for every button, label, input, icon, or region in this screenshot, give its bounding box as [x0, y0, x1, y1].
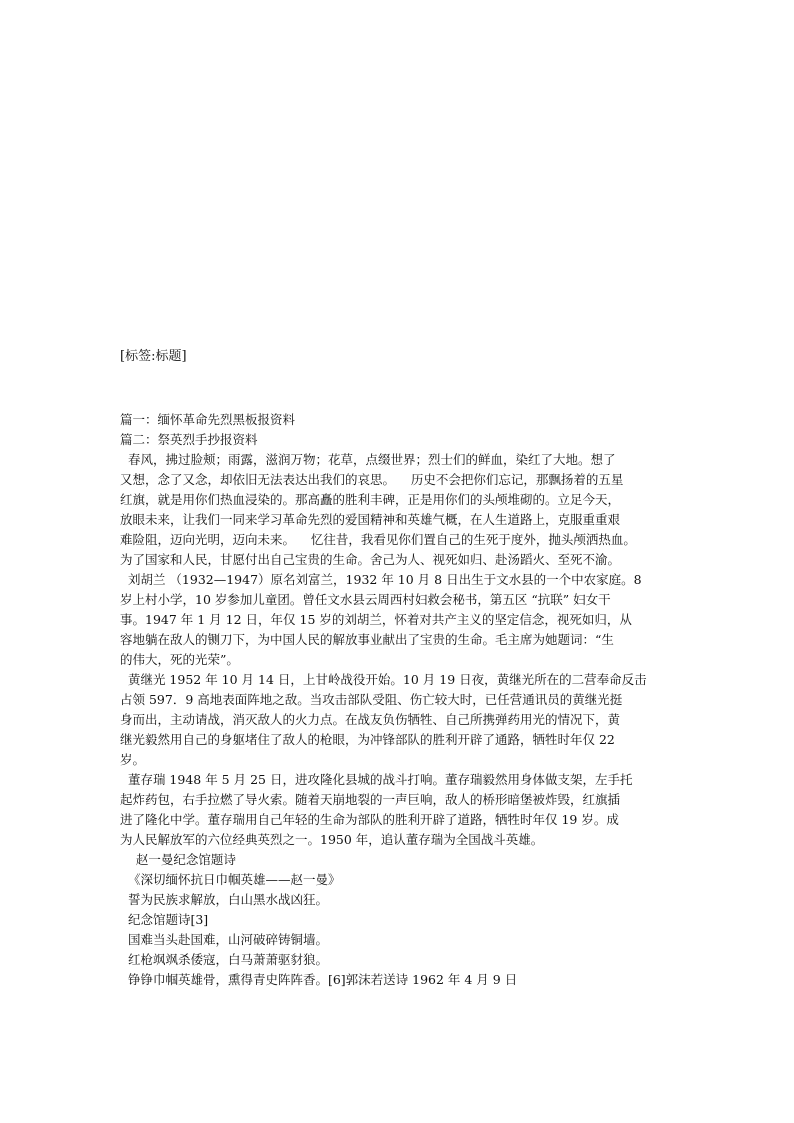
text-line: 赵一曼纪念馆题诗 [120, 852, 236, 867]
text-line: 篇二：祭英烈手抄报资料 [120, 432, 258, 447]
tag-title: [标签:标题] [120, 349, 187, 364]
text-line: 春风，拂过脸颊；雨露，滋润万物；花草，点缀世界；烈士们的鲜血，染红了大地。想了 [120, 452, 616, 467]
text-line: 国难当头赴国难，山河破碎铸铜墙。 [120, 932, 328, 947]
text-line: 《深切缅怀抗日巾帼英雄——赵一曼》 [120, 872, 341, 887]
text-line: 事。1947 年 1 月 12 日，年仅 15 岁的刘胡兰，怀着对共产主义的坚定信念，视死如归，从 [120, 612, 632, 627]
text-line: 岁。 [120, 752, 146, 767]
text-line: 为了国家和人民，甘愿付出自己宝贵的生命。舍己为人、视死如归、赴汤蹈火、至死不渝。 [120, 552, 621, 567]
text-line: 董存瑞 1948 年 5 月 25 日，进攻隆化县城的战斗打响。董存瑞毅然用身体做支架，左手托 [120, 772, 633, 787]
text-line: 红旗，就是用你们热血浸染的。那高矗的胜利丰碑，正是用你们的头颅堆砌的。立足今天， [120, 492, 621, 507]
text-line: 黄继光 1952 年 10 月 14 日，上甘岭战役开始。10 月 19 日夜，黄继光所在的二营奉命反击 [120, 672, 647, 687]
document-body [120, 410, 690, 990]
text-line: 的伟大，死的光荣”。 [120, 652, 239, 667]
text-line: 身而出，主动请战，消灭敌人的火力点。在战友负伤牺牲、自己所携弹药用光的情况下，黄 [120, 712, 621, 727]
text-line: 难险阻，迈向光明，迈向未来。 忆往昔，我看见你们置自己的生死于度外，抛头颅洒热血。 [120, 532, 636, 547]
text-line: 占领 597．9 高地表面阵地之敌。当攻击部队受阻、伤亡较大时，已任营通讯员的黄继光挺 [120, 692, 623, 707]
text-line: 进了隆化中学。董存瑞用自己年轻的生命为部队的胜利开辟了道路，牺牲时年仅 19 岁。成 [120, 812, 619, 827]
text-line: 纪念馆题诗[3] [120, 912, 209, 927]
text-line: 又想，念了又念，却依旧无法表达出我们的哀思。 历史不会把你们忘记，那飘扬着的五星 [120, 472, 624, 487]
text-line: 红枪飒飒杀倭寇，白马萧萧驱豺狼。 [120, 952, 328, 967]
text-line: 容地躺在敌人的铡刀下，为中国人民的解放事业献出了宝贵的生命。毛主席为她题词：“生 [120, 632, 614, 647]
text-line: 起炸药包，右手拉燃了导火索。随着天崩地裂的一声巨响，敌人的桥形暗堡被炸毁，红旗插 [120, 792, 621, 807]
text-line: 放眼未来，让我们一同来学习革命先烈的爱国精神和英雄气概，在人生道路上，克服重重艰 [120, 512, 621, 527]
text-line: 刘胡兰 （1932—1947）原名刘富兰，1932 年 10 月 8 日出生于文水县的一个中农家庭。8 [120, 572, 642, 587]
text-line: 篇一：缅怀革命先烈黑板报资料 [120, 412, 296, 427]
text-line: 为人民解放军的六位经典英烈之一。1950 年，追认董存瑞为全国战斗英雄。 [120, 832, 544, 847]
text-line: 继光毅然用自己的身躯堵住了敌人的枪眼，为冲锋部队的胜利开辟了通路，牺牲时年仅 22 [120, 732, 615, 747]
text-line: 岁上村小学，10 岁参加儿童团。曾任文水县云周西村妇救会秘书，第五区 “抗联” 妇女干 [120, 592, 611, 607]
text-line: 铮铮巾帼英雄骨，熏得青史阵阵香。[6]郭沫若送诗 1962 年 4 月 9 日 [120, 972, 518, 987]
text-line: 誓为民族求解放，白山黑水战凶狂。 [120, 892, 328, 907]
